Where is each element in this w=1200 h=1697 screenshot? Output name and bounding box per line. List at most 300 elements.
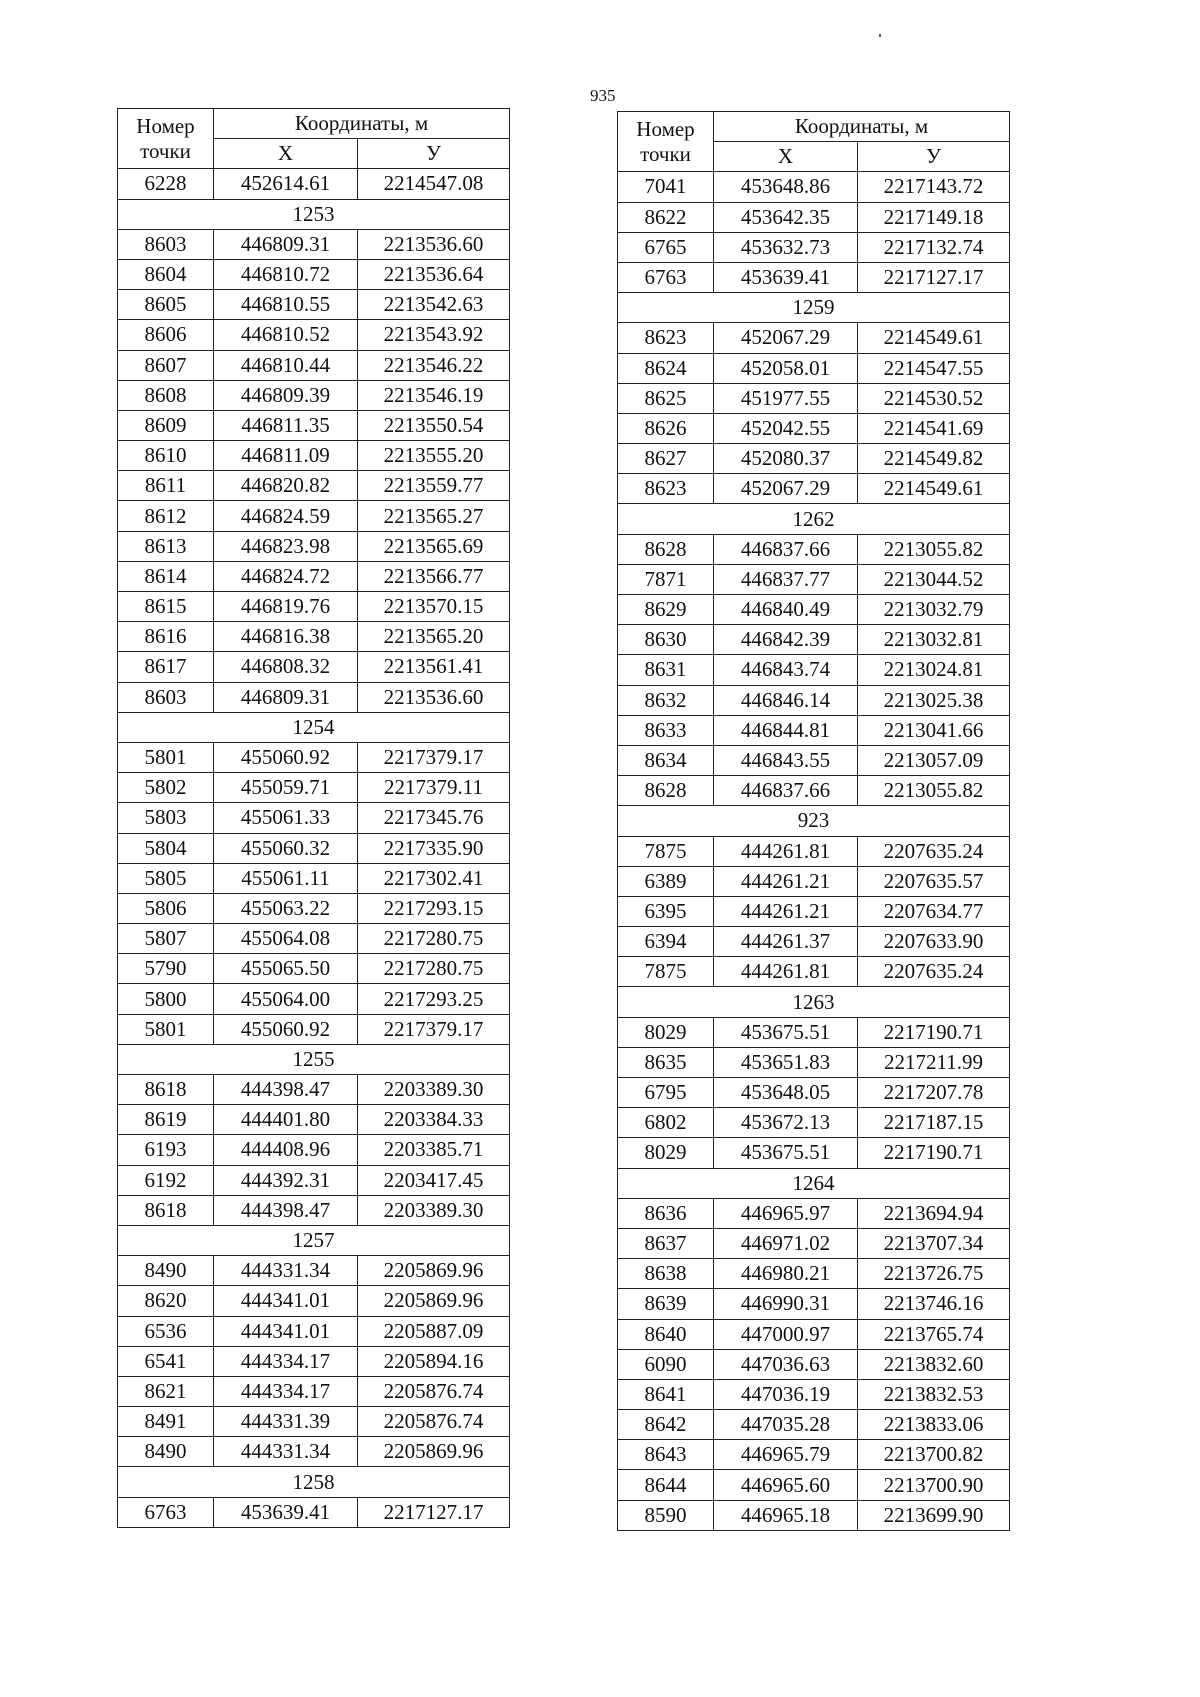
section-number: 1263 (618, 987, 1010, 1017)
header-y: У (858, 142, 1010, 172)
table-body-right (618, 172, 1010, 1530)
point-number-cell: 6389 (618, 866, 714, 896)
table-row (618, 1379, 1010, 1409)
x-coordinate-cell: 455061.11 (214, 863, 358, 893)
x-coordinate-cell: 446810.55 (214, 290, 358, 320)
table-row (118, 169, 510, 199)
point-number-cell: 8608 (118, 380, 214, 410)
point-number-cell: 8630 (618, 625, 714, 655)
x-coordinate-cell: 446844.81 (714, 715, 858, 745)
table-row (618, 1017, 1010, 1047)
point-number-cell: 6763 (618, 262, 714, 292)
y-coordinate-cell: 2213700.90 (858, 1470, 1010, 1500)
table-row (118, 1497, 510, 1527)
y-coordinate-cell: 2217127.17 (358, 1497, 510, 1527)
section-number: 1258 (118, 1467, 510, 1497)
point-number-cell: 8639 (618, 1289, 714, 1319)
x-coordinate-cell: 446990.31 (714, 1289, 858, 1319)
y-coordinate-cell: 2203385.71 (358, 1135, 510, 1165)
point-number-cell: 8615 (118, 592, 214, 622)
point-number-cell: 8623 (618, 323, 714, 353)
table-row (618, 776, 1010, 806)
x-coordinate-cell: 447036.63 (714, 1349, 858, 1379)
x-coordinate-cell: 446843.55 (714, 745, 858, 775)
table-row (118, 1256, 510, 1286)
point-number-cell: 8490 (118, 1437, 214, 1467)
point-number-cell: 5806 (118, 893, 214, 923)
point-number-cell: 6765 (618, 232, 714, 262)
point-number-cell: 6193 (118, 1135, 214, 1165)
y-coordinate-cell: 2214549.61 (858, 474, 1010, 504)
y-coordinate-cell: 2213550.54 (358, 410, 510, 440)
x-coordinate-cell: 446965.18 (714, 1500, 858, 1530)
x-coordinate-cell: 455060.92 (214, 1014, 358, 1044)
y-coordinate-cell: 2213032.81 (858, 625, 1010, 655)
point-number-cell: 8625 (618, 383, 714, 413)
table-row (118, 410, 510, 440)
section-row (618, 1168, 1010, 1198)
y-coordinate-cell: 2217293.25 (358, 984, 510, 1014)
table-row (118, 561, 510, 591)
section-number: 1264 (618, 1168, 1010, 1198)
point-number-cell: 5801 (118, 1014, 214, 1044)
x-coordinate-cell: 444398.47 (214, 1195, 358, 1225)
point-number-cell: 8618 (118, 1075, 214, 1105)
y-coordinate-cell: 2217190.71 (858, 1017, 1010, 1047)
point-number-cell: 8590 (618, 1500, 714, 1530)
y-coordinate-cell: 2214547.55 (858, 353, 1010, 383)
table-row (618, 745, 1010, 775)
x-coordinate-cell: 452614.61 (214, 169, 358, 199)
y-coordinate-cell: 2207634.77 (858, 896, 1010, 926)
y-coordinate-cell: 2217143.72 (858, 172, 1010, 202)
x-coordinate-cell: 453675.51 (714, 1138, 858, 1168)
point-number-cell: 8628 (618, 534, 714, 564)
x-coordinate-cell: 444341.01 (214, 1316, 358, 1346)
table-row (118, 1376, 510, 1406)
x-coordinate-cell: 446823.98 (214, 531, 358, 561)
table-row (118, 1135, 510, 1165)
y-coordinate-cell: 2217293.15 (358, 893, 510, 923)
table-row (118, 441, 510, 471)
y-coordinate-cell: 2205876.74 (358, 1376, 510, 1406)
y-coordinate-cell: 2205887.09 (358, 1316, 510, 1346)
table-row (618, 1440, 1010, 1470)
x-coordinate-cell: 447000.97 (714, 1319, 858, 1349)
point-number-cell: 7875 (618, 957, 714, 987)
point-number-cell: 8603 (118, 229, 214, 259)
table-row (118, 1286, 510, 1316)
section-number: 1262 (618, 504, 1010, 534)
point-number-cell: 6541 (118, 1346, 214, 1376)
x-coordinate-cell: 446965.79 (714, 1440, 858, 1470)
table-row (118, 652, 510, 682)
section-row (118, 199, 510, 229)
point-number-cell: 5804 (118, 833, 214, 863)
section-number: 1255 (118, 1044, 510, 1074)
point-number-cell: 8619 (118, 1105, 214, 1135)
point-number-cell: 8604 (118, 259, 214, 289)
point-number-cell: 8490 (118, 1256, 214, 1286)
y-coordinate-cell: 2214549.82 (858, 444, 1010, 474)
point-number-cell: 8613 (118, 531, 214, 561)
y-coordinate-cell: 2203389.30 (358, 1075, 510, 1105)
coordinates-table-left (117, 108, 510, 1528)
table-row (618, 564, 1010, 594)
table-row (618, 927, 1010, 957)
point-number-cell: 8624 (618, 353, 714, 383)
x-coordinate-cell: 446971.02 (714, 1228, 858, 1258)
point-number-cell: 6192 (118, 1165, 214, 1195)
table-row (118, 1316, 510, 1346)
y-coordinate-cell: 2213536.60 (358, 229, 510, 259)
x-coordinate-cell: 444398.47 (214, 1075, 358, 1105)
x-coordinate-cell: 444261.81 (714, 957, 858, 987)
point-number-cell: 8610 (118, 441, 214, 471)
header-coordinates: Координаты, м (214, 109, 510, 139)
point-number-cell: 8629 (618, 595, 714, 625)
point-number-cell: 8616 (118, 622, 214, 652)
table-row (118, 259, 510, 289)
y-coordinate-cell: 2213542.63 (358, 290, 510, 320)
x-coordinate-cell: 447035.28 (714, 1410, 858, 1440)
table-row (118, 924, 510, 954)
point-number-cell: 8609 (118, 410, 214, 440)
header-y: У (358, 139, 510, 169)
y-coordinate-cell: 2217187.15 (858, 1108, 1010, 1138)
header-x: Х (714, 142, 858, 172)
section-number: 1253 (118, 199, 510, 229)
x-coordinate-cell: 444334.17 (214, 1346, 358, 1376)
table-row (618, 655, 1010, 685)
table-row (618, 1500, 1010, 1530)
x-coordinate-cell: 451977.55 (714, 383, 858, 413)
table-row (618, 1047, 1010, 1077)
y-coordinate-cell: 2217149.18 (858, 202, 1010, 232)
y-coordinate-cell: 2213726.75 (858, 1259, 1010, 1289)
point-number-cell: 8640 (618, 1319, 714, 1349)
section-number: 1257 (118, 1225, 510, 1255)
y-coordinate-cell: 2213057.09 (858, 745, 1010, 775)
x-coordinate-cell: 446810.52 (214, 320, 358, 350)
table-row (118, 501, 510, 531)
y-coordinate-cell: 2213024.81 (858, 655, 1010, 685)
table-row (118, 1165, 510, 1195)
x-coordinate-cell: 444331.34 (214, 1437, 358, 1467)
x-coordinate-cell: 444261.21 (714, 866, 858, 896)
table-row (618, 1470, 1010, 1500)
y-coordinate-cell: 2207635.24 (858, 836, 1010, 866)
y-coordinate-cell: 2213536.60 (358, 682, 510, 712)
point-number-cell: 5807 (118, 924, 214, 954)
table-row (118, 1075, 510, 1105)
point-number-cell: 8614 (118, 561, 214, 591)
table-row (618, 1108, 1010, 1138)
table-row (118, 1195, 510, 1225)
point-number-cell: 7041 (618, 172, 714, 202)
y-coordinate-cell: 2214547.08 (358, 169, 510, 199)
table-row (618, 1078, 1010, 1108)
point-number-cell: 8606 (118, 320, 214, 350)
point-number-cell: 8636 (618, 1198, 714, 1228)
x-coordinate-cell: 446809.31 (214, 682, 358, 712)
table-row (618, 1198, 1010, 1228)
table-row (618, 413, 1010, 443)
x-coordinate-cell: 446816.38 (214, 622, 358, 652)
table-row (618, 172, 1010, 202)
y-coordinate-cell: 2213555.20 (358, 441, 510, 471)
y-coordinate-cell: 2217132.74 (858, 232, 1010, 262)
section-row (618, 987, 1010, 1017)
y-coordinate-cell: 2205894.16 (358, 1346, 510, 1376)
table-row (118, 803, 510, 833)
x-coordinate-cell: 444261.21 (714, 896, 858, 926)
y-coordinate-cell: 2213032.79 (858, 595, 1010, 625)
point-number-cell: 8623 (618, 474, 714, 504)
table-row (118, 954, 510, 984)
y-coordinate-cell: 2217190.71 (858, 1138, 1010, 1168)
y-coordinate-cell: 2213044.52 (858, 564, 1010, 594)
y-coordinate-cell: 2213765.74 (858, 1319, 1010, 1349)
table-row (618, 1319, 1010, 1349)
point-number-cell: 8632 (618, 685, 714, 715)
table-row (618, 262, 1010, 292)
table-row (618, 474, 1010, 504)
x-coordinate-cell: 446843.74 (714, 655, 858, 685)
table-row (618, 232, 1010, 262)
table-row (118, 350, 510, 380)
header-point-label: Номер точки (136, 113, 195, 163)
page-number: 935 (590, 86, 616, 105)
section-number: 1254 (118, 712, 510, 742)
point-number-cell: 8643 (618, 1440, 714, 1470)
point-number-cell: 8628 (618, 776, 714, 806)
point-number-cell: 8029 (618, 1017, 714, 1047)
x-coordinate-cell: 444331.39 (214, 1407, 358, 1437)
point-number-cell: 8611 (118, 471, 214, 501)
y-coordinate-cell: 2205869.96 (358, 1256, 510, 1286)
x-coordinate-cell: 455063.22 (214, 893, 358, 923)
point-number-cell: 8603 (118, 682, 214, 712)
point-number-cell: 8634 (618, 745, 714, 775)
table-row (118, 592, 510, 622)
section-row (118, 712, 510, 742)
x-coordinate-cell: 453632.73 (714, 232, 858, 262)
y-coordinate-cell: 2205876.74 (358, 1407, 510, 1437)
y-coordinate-cell: 2203384.33 (358, 1105, 510, 1135)
point-number-cell: 5790 (118, 954, 214, 984)
x-coordinate-cell: 444331.34 (214, 1256, 358, 1286)
table-row (118, 1105, 510, 1135)
header-point-number (118, 109, 214, 169)
table-row (118, 984, 510, 1014)
x-coordinate-cell: 446965.60 (714, 1470, 858, 1500)
table-row (618, 202, 1010, 232)
x-coordinate-cell: 444408.96 (214, 1135, 358, 1165)
x-coordinate-cell: 446846.14 (714, 685, 858, 715)
x-coordinate-cell: 446840.49 (714, 595, 858, 625)
y-coordinate-cell: 2213565.27 (358, 501, 510, 531)
coordinates-table-right (617, 111, 1010, 1531)
table-row (618, 534, 1010, 564)
y-coordinate-cell: 2213699.90 (858, 1500, 1010, 1530)
y-coordinate-cell: 2217127.17 (858, 262, 1010, 292)
table-row (618, 1410, 1010, 1440)
x-coordinate-cell: 453639.41 (214, 1497, 358, 1527)
table-row (618, 957, 1010, 987)
x-coordinate-cell: 455060.32 (214, 833, 358, 863)
y-coordinate-cell: 2203417.45 (358, 1165, 510, 1195)
point-number-cell: 7875 (618, 836, 714, 866)
y-coordinate-cell: 2217302.41 (358, 863, 510, 893)
table-row (118, 893, 510, 923)
y-coordinate-cell: 2213025.38 (858, 685, 1010, 715)
table-row (618, 836, 1010, 866)
y-coordinate-cell: 2207635.57 (858, 866, 1010, 896)
point-number-cell: 8644 (618, 1470, 714, 1500)
table-row (118, 622, 510, 652)
x-coordinate-cell: 453672.13 (714, 1108, 858, 1138)
table-row (118, 1014, 510, 1044)
x-coordinate-cell: 455064.08 (214, 924, 358, 954)
table-row (118, 531, 510, 561)
point-number-cell: 8631 (618, 655, 714, 685)
section-row (118, 1044, 510, 1074)
x-coordinate-cell: 444334.17 (214, 1376, 358, 1406)
x-coordinate-cell: 452080.37 (714, 444, 858, 474)
point-number-cell: 6536 (118, 1316, 214, 1346)
table-row (618, 444, 1010, 474)
point-number-cell: 8641 (618, 1379, 714, 1409)
y-coordinate-cell: 2217379.11 (358, 773, 510, 803)
point-number-cell: 8029 (618, 1138, 714, 1168)
y-coordinate-cell: 2217335.90 (358, 833, 510, 863)
table-row (618, 1289, 1010, 1319)
point-number-cell: 6395 (618, 896, 714, 926)
table-row (118, 833, 510, 863)
y-coordinate-cell: 2217280.75 (358, 954, 510, 984)
section-row (618, 293, 1010, 323)
x-coordinate-cell: 444401.80 (214, 1105, 358, 1135)
x-coordinate-cell: 446809.31 (214, 229, 358, 259)
x-coordinate-cell: 444392.31 (214, 1165, 358, 1195)
x-coordinate-cell: 455059.71 (214, 773, 358, 803)
y-coordinate-cell: 2217379.17 (358, 742, 510, 772)
y-coordinate-cell: 2213536.64 (358, 259, 510, 289)
point-number-cell: 8617 (118, 652, 214, 682)
x-coordinate-cell: 444341.01 (214, 1286, 358, 1316)
table-row (618, 715, 1010, 745)
point-number-cell: 8607 (118, 350, 214, 380)
y-coordinate-cell: 2214530.52 (858, 383, 1010, 413)
point-number-cell: 8605 (118, 290, 214, 320)
y-coordinate-cell: 2203389.30 (358, 1195, 510, 1225)
x-coordinate-cell: 452067.29 (714, 474, 858, 504)
y-coordinate-cell: 2217379.17 (358, 1014, 510, 1044)
x-coordinate-cell: 444261.81 (714, 836, 858, 866)
y-coordinate-cell: 2213694.94 (858, 1198, 1010, 1228)
table-body-left (118, 169, 510, 1527)
point-number-cell: 8635 (618, 1047, 714, 1077)
x-coordinate-cell: 446824.59 (214, 501, 358, 531)
table-row (618, 625, 1010, 655)
point-number-cell: 7871 (618, 564, 714, 594)
table-row (618, 1259, 1010, 1289)
table-row (618, 866, 1010, 896)
table-row (118, 1407, 510, 1437)
table-row (618, 323, 1010, 353)
y-coordinate-cell: 2213546.19 (358, 380, 510, 410)
table-row (618, 595, 1010, 625)
point-number-cell: 8638 (618, 1259, 714, 1289)
point-number-cell: 6394 (618, 927, 714, 957)
table-row (618, 353, 1010, 383)
table-row (118, 1437, 510, 1467)
x-coordinate-cell: 446837.66 (714, 534, 858, 564)
point-number-cell: 8621 (118, 1376, 214, 1406)
x-coordinate-cell: 453651.83 (714, 1047, 858, 1077)
point-number-cell: 6228 (118, 169, 214, 199)
table-row (118, 290, 510, 320)
x-coordinate-cell: 453648.86 (714, 172, 858, 202)
x-coordinate-cell: 446810.44 (214, 350, 358, 380)
y-coordinate-cell: 2217280.75 (358, 924, 510, 954)
table-row (118, 742, 510, 772)
y-coordinate-cell: 2213746.16 (858, 1289, 1010, 1319)
y-coordinate-cell: 2214541.69 (858, 413, 1010, 443)
y-coordinate-cell: 2213566.77 (358, 561, 510, 591)
table-row (118, 229, 510, 259)
y-coordinate-cell: 2213700.82 (858, 1440, 1010, 1470)
y-coordinate-cell: 2214549.61 (858, 323, 1010, 353)
table-row (618, 896, 1010, 926)
x-coordinate-cell: 446810.72 (214, 259, 358, 289)
point-number-cell: 6802 (618, 1108, 714, 1138)
y-coordinate-cell: 2213565.20 (358, 622, 510, 652)
point-number-cell: 5801 (118, 742, 214, 772)
x-coordinate-cell: 446808.32 (214, 652, 358, 682)
table-row (618, 685, 1010, 715)
y-coordinate-cell: 2213570.15 (358, 592, 510, 622)
point-number-cell: 5805 (118, 863, 214, 893)
x-coordinate-cell: 453642.35 (714, 202, 858, 232)
table-row (118, 1346, 510, 1376)
table-row (118, 682, 510, 712)
x-coordinate-cell: 455065.50 (214, 954, 358, 984)
header-x: Х (214, 139, 358, 169)
y-coordinate-cell: 2213055.82 (858, 776, 1010, 806)
point-number-cell: 5800 (118, 984, 214, 1014)
x-coordinate-cell: 455060.92 (214, 742, 358, 772)
x-coordinate-cell: 452042.55 (714, 413, 858, 443)
point-number-cell: 8627 (618, 444, 714, 474)
y-coordinate-cell: 2213707.34 (858, 1228, 1010, 1258)
y-coordinate-cell: 2213561.41 (358, 652, 510, 682)
x-coordinate-cell: 447036.19 (714, 1379, 858, 1409)
y-coordinate-cell: 2213055.82 (858, 534, 1010, 564)
x-coordinate-cell: 446809.39 (214, 380, 358, 410)
point-number-cell: 6090 (618, 1349, 714, 1379)
y-coordinate-cell: 2207633.90 (858, 927, 1010, 957)
section-number: 1259 (618, 293, 1010, 323)
x-coordinate-cell: 446811.09 (214, 441, 358, 471)
table-row (118, 471, 510, 501)
table-row (618, 1228, 1010, 1258)
point-number-cell: 8633 (618, 715, 714, 745)
x-coordinate-cell: 446965.97 (714, 1198, 858, 1228)
table-row (118, 773, 510, 803)
header-point-number (618, 112, 714, 172)
